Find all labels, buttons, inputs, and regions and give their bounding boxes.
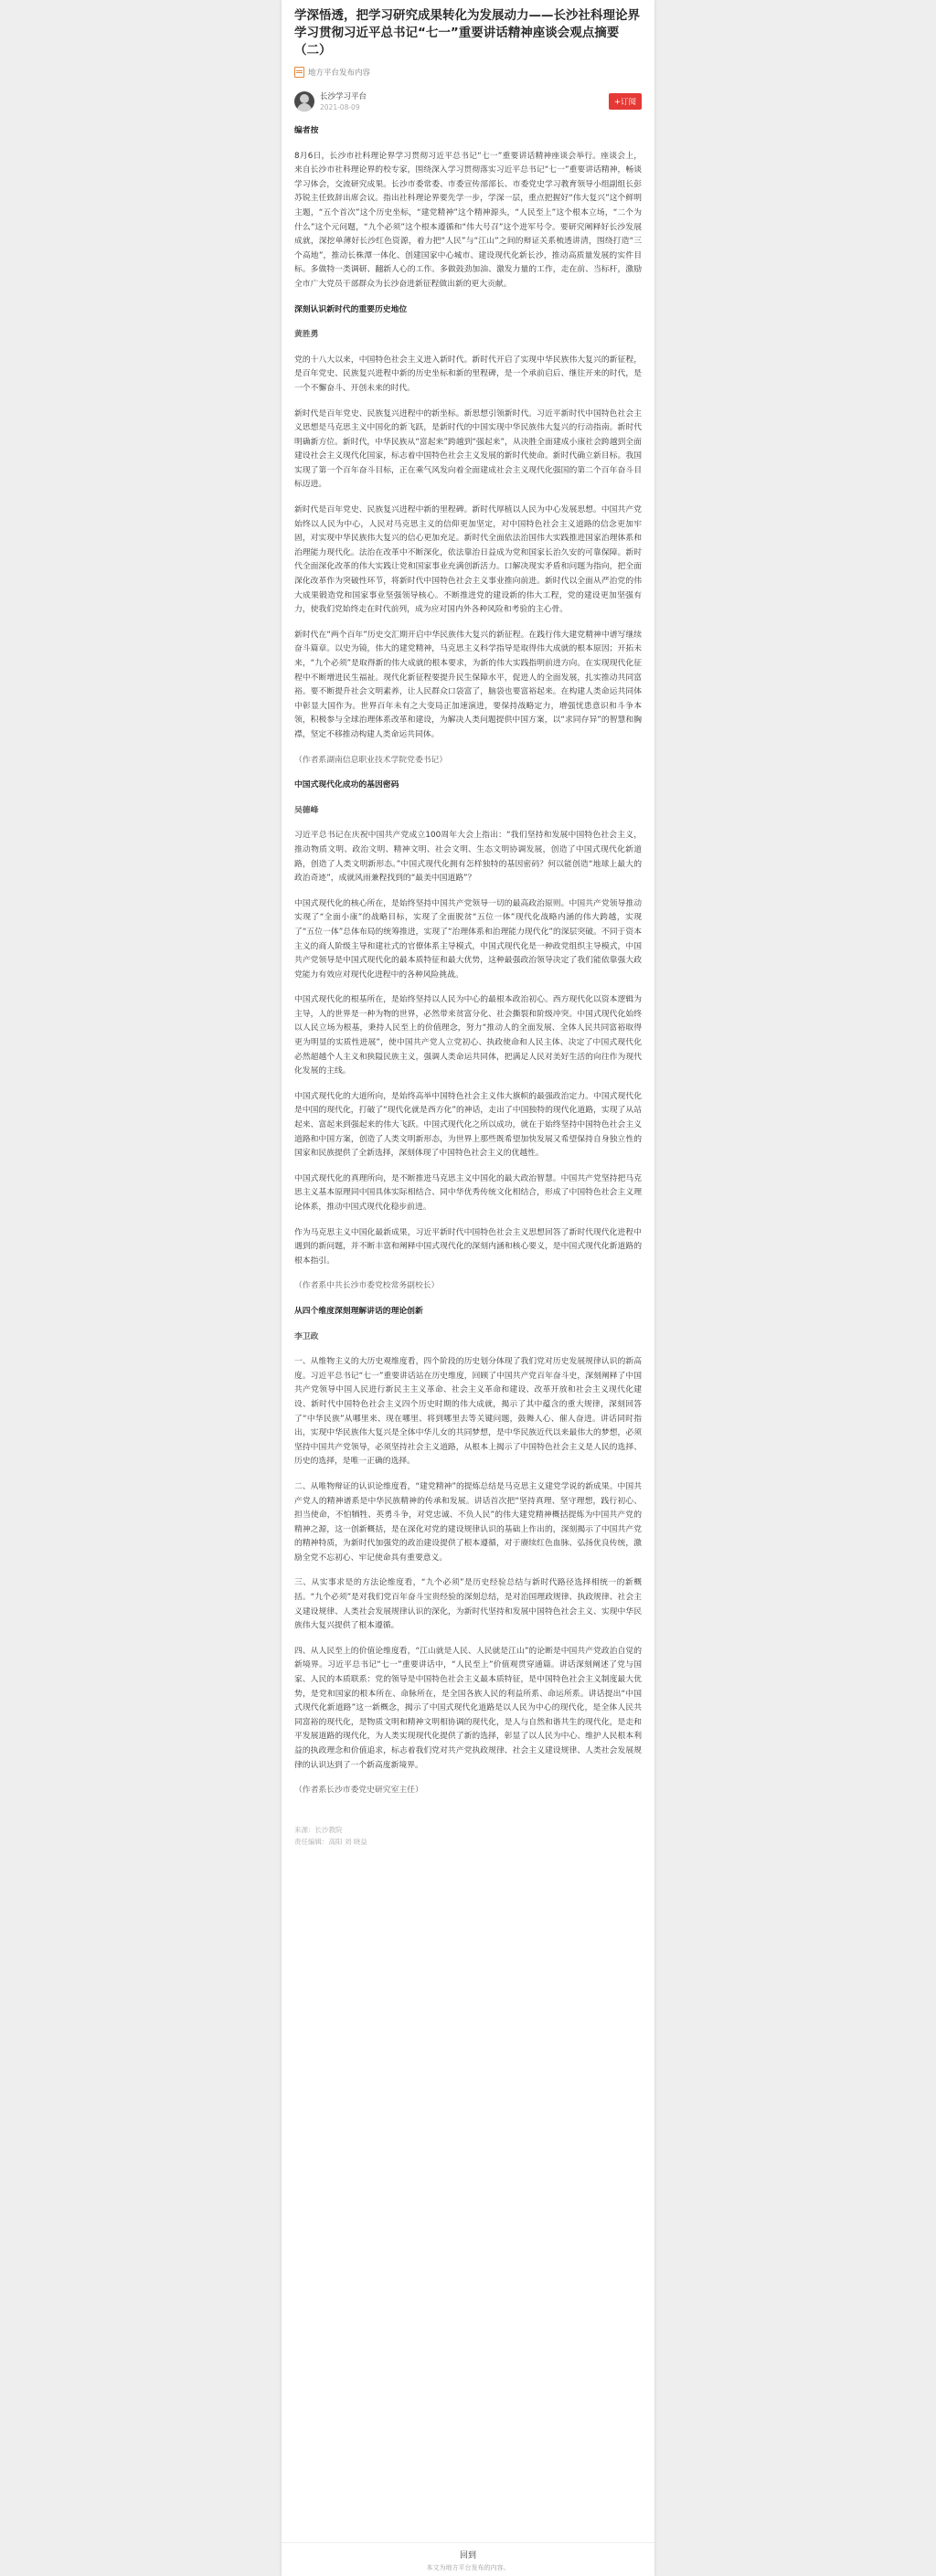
body-paragraph: 中国式现代化的大道所向，是始终高举中国特色社会主义伟大旗帜的最强政治定力。中国式现代化是中国的现代化，打破了“现代化就是西方化”的神话，走出了中国独特的现代化道路，实现了从站起来、富起来到强起来的伟大飞跃。中国式现代化之所以成功，就在于始终坚持中国特色社会主义道路和中国方案，创造了人类文明新形态，为世界上那些既希望加快发展又希望保持自身独立性的国家和民族提供了全新选择，深刻体现了中国特色社会主义的优越性。 — [294, 1091, 642, 1159]
body-paragraph: 二、从唯物辩证的认识论维度看，“建党精神”的提炼总结是马克思主义建党学说的新成果。中国共产党人的精神谱系是中华民族精神的传承和发展。讲话首次把“坚持真理、坚守理想，践行初心、担当使命，不怕牺牲、英勇斗争，对党忠诚、不负人民”的伟大建党精神概括提炼为中国共产党的精神之源，这一创新概括，是在深化对党的建设规律认识的基础上作出的，深刻揭示了中国共产党的精神特质，为新时代加强党的政治建设提供了根本遵循，对于赓续红色血脉、弘扬优良传统，激励全党不忘初心、牢记使命具有重要意义。 — [294, 1481, 642, 1563]
section-author: 李卫政 — [294, 1331, 319, 1341]
body-paragraph: 作为马克思主义中国化最新成果，习近平新时代中国特色社会主义思想回答了新时代现代化进程中遇到的新问题，并不断丰富和阐释中国式现代化的深刻内涵和核心要义，是中国式现代化新道路的根本指引。 — [294, 1227, 642, 1266]
author-note: （作者系中共长沙市委党校常务副校长） — [294, 1281, 440, 1291]
author-meta — [320, 90, 609, 111]
article-body — [294, 124, 642, 1798]
avatar[interactable] — [294, 91, 314, 111]
section-heading: 中国式现代化成功的基因密码 — [294, 780, 399, 790]
back-link[interactable]: 回到 — [459, 2551, 476, 2560]
author-note: （作者系湖南信息职业技术学院党委书记） — [294, 755, 448, 765]
body-paragraph: 8月6日，长沙市社科理论界学习贯彻习近平总书记“七一”重要讲话精神座谈会举行。座谈会上，来自长沙市社科理论界的校专家，围绕深入学习贯彻落实习近平总书记“七一”重要讲话精神，畅谈学习体会，交流研究成果。长沙市委常委、市委宣传部部长、市委党史学习教育领导小组副组长彭苏锐主任致辞出席会议。指出社科理论界要先学一步，学深一层，重点把握好“伟大复兴”这个鲜明主题，“五个首次”这个历史坐标，“建党精神”这个精神源头，“人民至上”这个根本立场，“二个为什么”这个元问题，“九个必须”这个根本遵循和“伟大号召”这个进军号令。要研究阐释好长沙发展成就，深挖单薄好长沙红色资源，着力把“人民”与“江山”之间的辩证关系梳透讲清，围绕打造“三个高地”，推动长株潭一体化、创建国家中心城市、建设现代化新长沙，推动高质量发展的实件目标。多做特一类调研、翻新人心的工作。多做鼓劲加油、激发力量的工作，走在前、当标杆，激励全市广大党员干部群众为长沙奋进新征程做出新的更大贡献。 — [294, 151, 642, 289]
footer-editor: 责任编辑：高阳 刘 晓益 — [294, 1837, 367, 1846]
body-paragraph: 习近平总书记在庆祝中国共产党成立100周年大会上指出：“我们坚持和发展中国特色社会主义，推动物质文明、政治文明、精神文明、社会文明、生态文明协调发展，创造了中国式现代化新道路，创造了人类文明新形态。”中国式现代化拥有怎样独特的基因密码？何以能创造“地球上最大的政治奇迹”，成就风雨兼程找到的“最美中国道路”？ — [294, 831, 642, 884]
publish-date: 2021-08-09 — [320, 103, 360, 111]
source-label[interactable]: 地方平台发布内容 — [308, 69, 371, 78]
section-author: 黄胜勇 — [294, 330, 319, 340]
body-paragraph: 中国式现代化的核心所在，是始终坚持中国共产党领导一切的最高政治原则。中国共产党领导推动实现了“全面小康”的战略目标，实现了全面脱贫“五位一体”现代化战略内涵的伟大跨越，实现了“五位一体”总体布局的统筹推进，实现了“治理体系和治理能力现代化”的深层突破。不同于资本主义的商人阶级主导和建社式的官僚体系主导模式，中国式现代化是一种政党组织主导模式，中国共产党领导是中国式现代化的最本质特征和最大优势，这种最强政治领导决定了我们能依靠强大政党能力有效应对现代化进程中的各种风险挑战。 — [294, 898, 642, 980]
article-title: 学深悟透，把学习研究成果转化为发展动力——长沙社科理论界学习贯彻习近平总书记“七一”重要讲话精神座谈会观点摘要（二） — [294, 8, 640, 58]
author-row — [294, 90, 642, 111]
source-row — [294, 67, 642, 78]
body-paragraph: 中国式现代化的根基所在，是始终坚持以人民为中心的最根本政治初心。西方现代化以资本逻辑为主导，人的世界是一种为物的世界，必然带来贫富分化、社会撕裂和阶级冲突。中国式现代化始终以人民立场为根基，秉持人民至上的价值理念，努力“推动人的全面发展、全体人民共同富裕取得更为明显的实质性进展”，使中国共产党人立党初心、执政使命和人民主体、决定了中国式现代化必然超越个人主义和狭隘民族主义，强调人类命运共同体，把满足人民对美好生活的向往作为现代化发展的主线。 — [294, 995, 642, 1076]
section-author: 吴德峰 — [294, 805, 319, 815]
footer-source: 来源：长沙教院 — [294, 1825, 343, 1834]
body-paragraph: 四、从人民至上的价值论维度看，“江山就是人民、人民就是江山”的论断是中国共产党政治自觉的新境界。习近平总书记“七一”重要讲话中，“人民至上”价值观贯穿通篇。讲话深刻阐述了党与国家、人民的本质联系：党的领导是中国特色社会主义最本质特征，是中国特色社会主义制度最大优势，是党和国家的根本所在、命脉所在，是全国各族人民的利益所系、命运所系。讲话提出“中国式现代化新道路”这一新概念，揭示了中国式现代化道路是以人民为中心的现代化，是全体人民共同富裕的现代化，是物质文明和精神文明相协调的现代化，是人与自然和谐共生的现代化，是走和平发展道路的现代化，为人类实现现代化提供了新的选择，彰显了以人民为中心、维护人民根本利益的执政理念和价值追求，标志着我们党对共产党执政规律、社会主义建设规律、人类社会发展规律的认识达到了一个新高度新境界。 — [294, 1646, 642, 1770]
section-heading: 编者按 — [294, 126, 319, 135]
section-heading: 深刻认识新时代的重要历史地位 — [294, 304, 408, 314]
body-paragraph: 三、从实事求是的方法论维度看，“九个必须”是历史经验总结与新时代路径选择相统一的新概括。“九个必须”是对我们党百年奋斗宝贵经验的深刻总结，是对治国理政规律、执政规律、社会主义建设规律、人类社会发展规律认识的深化，为新时代坚持和发展中国特色社会主义、实现中华民族伟大复兴提供了根本遵循。 — [294, 1578, 642, 1631]
body-paragraph: 党的十八大以来，中国特色社会主义进入新时代。新时代开启了实现中华民族伟大复兴的新征程，是百年党史、民族复兴进程中新的历史坐标和新的里程碑，是一个承前启后、继往开来的时代，是一个不懈奋斗、开创未来的时代。 — [294, 355, 642, 393]
document-icon — [294, 67, 304, 78]
bottom-bar — [282, 2542, 654, 2576]
bottom-note: 本文为地方平台发布的内容。 — [426, 2564, 510, 2571]
body-paragraph: 新时代是百年党史、民族复兴进程中的新坐标。新思想引领新时代。习近平新时代中国特色社会主义思想是马克思主义中国化的新飞跃，是新时代的中国实现中华民族伟大复兴的行动指南。新时代明确新方位。新时代，中华民族从“富起来”跨越到“强起来”，从决胜全面建成小康社会跨越到全面建设社会主义现代化国家，标志着中国特色社会主义发展的新时代使命。新时代确立新目标。我国实现了第一个百年奋斗目标，正在乘气风发向着全面建成社会主义现代化强国的第二个百年奋斗目标迈进。 — [294, 408, 642, 490]
body-paragraph: 新时代在“两个百年”历史交汇期开启中华民族伟大复兴的新征程。在践行伟大建党精神中谱写继续奋斗篇章。以史为镜，伟大的建党精神，马克思主义科学指导是取得伟大成就的根本原因；开拓未来，“九个必须”是取得新的伟大成就的根本要求，为新的伟大实践指明前进方向。在实现现代化征程中不断增进民生福祉。现代化新征程要提升民生保障水平，促进人的全面发展，扎实推动共同富裕。要不断提升社会文明素养，让人民群众口袋富了，脑袋也要富裕起来。在构建人类命运共同体中彰显大国作为。世界百年未有之大变局正加速演进，要保持战略定力，增强忧患意识和斗争本领，积极参与全球治理体系改革和建设，为解决人类问题提供中国方案，以“求同存异”的智慧和胸襟，坚定不移推动构建人类命运共同体。 — [294, 630, 642, 739]
author-note: （作者系长沙市委党史研究室主任） — [294, 1786, 423, 1796]
article-footer-meta — [294, 1824, 642, 1848]
body-paragraph: 中国式现代化的真理所向，是不断推进马克思主义中国化的最大政治智慧。中国共产党坚持把马克思主义基本原理同中国具体实际相结合、同中华优秀传统文化相结合，形成了中国特色社会主义理论体系，推动中国式现代化稳步前进。 — [294, 1173, 642, 1212]
article-page — [282, 0, 654, 2576]
body-paragraph: 新时代是百年党史、民族复兴进程中新的里程碑。新时代厚植以人民为中心发展思想。中国共产党始终以人民为中心，人民对马克思主义的信仰更加坚定，对中国特色社会主义道路的信念更加牢固，对实现中华民族伟大复兴的信心更加充足。新时代全面依法治国伟大实践推进国家治理体系和治理能力现代化。法治在改革中不断深化，依法靠治日益成为党和国家长治久安的可靠保障。新时代全面深化改革的伟大实践让党和国家事业充满创新活力。口解决现实矛盾和问题为指向，把全面深化改革作为突破性环节，将新时代中国特色社会主义事业推向前进。新时代以全面从严治党的伟大成果锻造党和国家事业坚强领导核心。不断推进党的建设新的伟大工程，党的建设更加坚强有力，使我们党始终走在时代前列，成为应对国内外各种风险和考验的主心骨。 — [294, 505, 642, 615]
subscribe-button[interactable]: +订阅 — [609, 93, 642, 110]
body-paragraph: 一、从维物主义的大历史观维度看，四个阶段的历史划分体现了我们党对历史发展规律认识的新高度。习近平总书记“七一”重要讲话站在历史维度，回顾了中国共产党百年奋斗史，深刻阐释了中国共产党领导中国人民进行新民主主义革命、社会主义革命和建设、改革开放和社会主义现代化建设、新时代中国特色社会主义四个历史时期的伟大成就，揭示了其中蕴含的重大规律，深刻回答了“中华民族”从哪里来、现在哪里、将到哪里去等关键问题，鼓舞人心、催人奋进。讲话同时指出，实现中华民族伟大复兴是全体中华儿女的共同梦想，是中华民族近代以来最伟大的梦想，必须坚持中国共产党领导，必须坚持社会主义道路，从根本上揭示了中国特色社会主义是人民的选择、历史的选择，是唯一正确的选择。 — [294, 1357, 642, 1467]
section-heading: 从四个维度深刻理解讲话的理论创新 — [294, 1306, 423, 1316]
author-name[interactable]: 长沙学习平台 — [320, 92, 367, 101]
